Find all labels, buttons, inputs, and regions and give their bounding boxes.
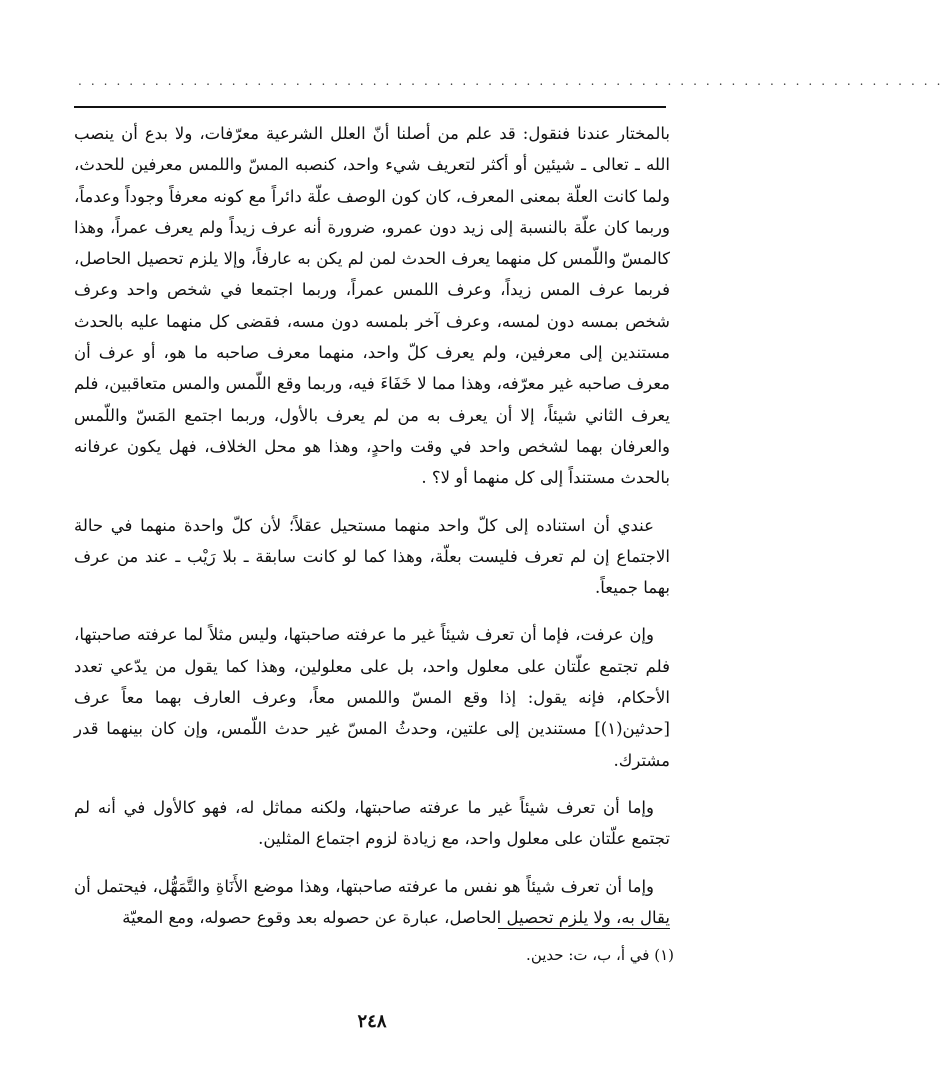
footnote: (١) في أ، ب، ت: حدين.: [526, 946, 674, 964]
main-text: [74, 118, 670, 933]
paragraph-1: بالمختار عندنا فنقول: قد علم من أصلنا أنّ العلل الشرعية معرّفات، ولا بدع أن ينصب الله ـ تعالى ـ شيئين أو أكثر لتعريف شيء واحد، كنصبه المسّ واللمس معرفين للحدث، ولما كانت العلّة بمعنى المعرف، كان كون الوصف علّة دائراً مع كونه معرفاً وجوداً وعدماً، وربما كان علّة بالنسبة إلى زيد دون عمرو، ضرورة أنه عرف زيداً ولم يعرف عمراً، وهذا كالمسّ واللّمس كل منهما يعرف الحدث لمن لم يكن به عارفاً، وإلا يلزم تحصيل الحاصل، فربما عرف المس زيداً، وعرف اللمس عمراً، وربما اجتمعا في شخص واحد وعرف شخص بمسه دون لمسه، وعرف آخر بلمسه دون مسه، فقضى كل منهما عليه بالحدث مستندين إلى معرفين، ولم يعرف كلّ واحد، منهما معرف صاحبه ما هو، أو عرف أن معرف صاحبه غير معرّفه، وهذا مما لا خَفَاءَ فيه، وربما وقع اللّمس والمس متعاقبين، فلم يعرف الثاني شيئاً، إلا أن يعرف به من لم يعرف بالأول، وربما اجتمع المَسّ واللّمس والعرفان بهما لشخص واحد في وقت واحدٍ، وهذا هو محل الخلاف، فهل يكون عرفانه بالحدث مستنداً إلى كل منهما أو لا؟ .: [74, 124, 670, 488]
header-rule: [74, 106, 666, 108]
footnote-separator: [498, 928, 670, 929]
paragraph-2: عندي أن استناده إلى كلّ واحد منهما مستحيل عقلاً؛ لأن كلّ واحدة منهما في حالة الاجتماع إن لم تعرف فليست بعلّة، وهذا كما لو كانت سابقة ـ بلا رَيْب ـ عند من عرف بهما جميعاً.: [74, 515, 670, 598]
header-dotted-line: ....................................................................: [78, 74, 949, 88]
paragraph-3: وإن عرفت، فإما أن تعرف شيئاً غير ما عرفته صاحبتها، وليس مثلاً لما عرفته صاحبتها، فلم تجتمع علّتان على معلول واحد، بل على معلولين، وهذا كما يقول من يدّعي تعدد الأحكام، فإنه يقول: إذا وقع المسّ واللمس معاً، وعرف العارف بهما معاً عرف [حدثين(١)] مستندين إلى علتين، وحدثُ المسّ غير حدث اللّمس، وإن كان بينهما قدر مشترك.: [74, 625, 670, 770]
page-number: ٢٤٨: [357, 1011, 387, 1032]
paragraph-4: وإما أن تعرف شيئاً غير ما عرفته صاحبتها، ولكنه مماثل له، فهو كالأول في أنه لم تجتمع علّتان على معلول واحد، مع زيادة لزوم اجتماع المثلين.: [74, 797, 670, 849]
paragraph-5: وإما أن تعرف شيئاً هو نفس ما عرفته صاحبتها، وهذا موضع الأَنَاةِ والتَّمَهُّل، فيحتمل أن يقال به، ولا يلزم تحصيل الحاصل، عبارة عن حصوله بعد وقوع حصوله، ومع المعيّة: [74, 876, 670, 927]
